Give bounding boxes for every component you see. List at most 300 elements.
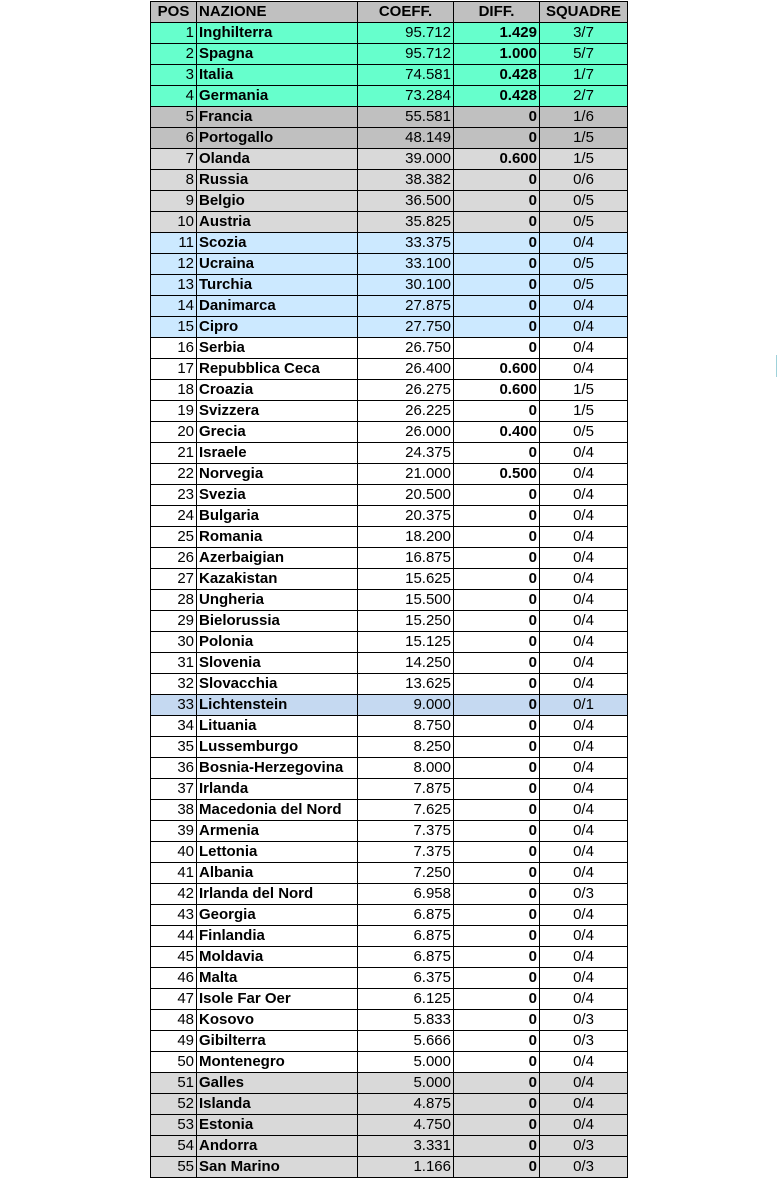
cell-coeff: 7.625	[358, 800, 454, 821]
cell-coeff: 26.225	[358, 401, 454, 422]
cell-coeff: 26.750	[358, 338, 454, 359]
cell-nazione: Bosnia-Herzegovina	[197, 758, 358, 779]
cell-pos: 38	[151, 800, 197, 821]
table-row	[151, 296, 628, 317]
cell-pos: 7	[151, 149, 197, 170]
cell-nazione: Montenegro	[197, 1052, 358, 1073]
cell-squadre: 1/5	[540, 401, 628, 422]
cell-nazione: Albania	[197, 863, 358, 884]
table-row	[151, 611, 628, 632]
cell-squadre: 0/4	[540, 842, 628, 863]
cell-squadre: 0/4	[540, 821, 628, 842]
cell-diff: 0	[454, 695, 540, 716]
header-nazione: NAZIONE	[197, 2, 358, 23]
cell-squadre: 2/7	[540, 86, 628, 107]
cell-coeff: 13.625	[358, 674, 454, 695]
table-row	[151, 443, 628, 464]
cell-nazione: Portogallo	[197, 128, 358, 149]
cell-diff: 0	[454, 212, 540, 233]
cell-nazione: Russia	[197, 170, 358, 191]
cell-pos: 3	[151, 65, 197, 86]
cell-pos: 32	[151, 674, 197, 695]
cell-coeff: 15.125	[358, 632, 454, 653]
table-row	[151, 422, 628, 443]
cell-coeff: 26.275	[358, 380, 454, 401]
cell-squadre: 5/7	[540, 44, 628, 65]
cell-nazione: Belgio	[197, 191, 358, 212]
cell-coeff: 9.000	[358, 695, 454, 716]
table-row	[151, 800, 628, 821]
cell-nazione: Lettonia	[197, 842, 358, 863]
cell-diff: 0.600	[454, 380, 540, 401]
cell-diff: 0	[454, 401, 540, 422]
table-row	[151, 212, 628, 233]
cell-coeff: 6.875	[358, 905, 454, 926]
cell-diff: 0.400	[454, 422, 540, 443]
cell-coeff: 5.666	[358, 1031, 454, 1052]
cell-squadre: 1/7	[540, 65, 628, 86]
cell-pos: 5	[151, 107, 197, 128]
cell-diff: 0	[454, 170, 540, 191]
cell-pos: 9	[151, 191, 197, 212]
cell-diff: 0	[454, 716, 540, 737]
cell-pos: 24	[151, 506, 197, 527]
cell-squadre: 0/3	[540, 1157, 628, 1178]
cell-squadre: 0/4	[540, 716, 628, 737]
cell-coeff: 7.375	[358, 842, 454, 863]
cell-diff: 0	[454, 233, 540, 254]
cell-nazione: Austria	[197, 212, 358, 233]
ranking-table	[150, 1, 628, 1178]
cell-nazione: Israele	[197, 443, 358, 464]
cell-squadre: 0/5	[540, 422, 628, 443]
table-row	[151, 464, 628, 485]
cell-diff: 1.429	[454, 23, 540, 44]
cell-diff: 0	[454, 611, 540, 632]
table-row	[151, 65, 628, 86]
cell-coeff: 26.400	[358, 359, 454, 380]
table-row	[151, 506, 628, 527]
cell-pos: 26	[151, 548, 197, 569]
table-row	[151, 758, 628, 779]
cell-nazione: Germania	[197, 86, 358, 107]
cell-pos: 17	[151, 359, 197, 380]
cell-coeff: 15.500	[358, 590, 454, 611]
cell-squadre: 0/4	[540, 632, 628, 653]
cell-diff: 0	[454, 905, 540, 926]
cell-squadre: 0/5	[540, 212, 628, 233]
cell-nazione: Inghilterra	[197, 23, 358, 44]
cell-pos: 6	[151, 128, 197, 149]
cell-diff: 0	[454, 296, 540, 317]
cell-squadre: 1/6	[540, 107, 628, 128]
cell-pos: 39	[151, 821, 197, 842]
cell-squadre: 0/3	[540, 1031, 628, 1052]
table-row	[151, 737, 628, 758]
cell-coeff: 6.125	[358, 989, 454, 1010]
cell-squadre: 0/4	[540, 485, 628, 506]
cell-nazione: Romania	[197, 527, 358, 548]
cell-diff: 0	[454, 632, 540, 653]
cell-pos: 47	[151, 989, 197, 1010]
cell-diff: 0	[454, 317, 540, 338]
table-row	[151, 548, 628, 569]
cell-nazione: Turchia	[197, 275, 358, 296]
cell-diff: 0	[454, 1010, 540, 1031]
cell-diff: 0	[454, 1115, 540, 1136]
cell-diff: 0	[454, 884, 540, 905]
cell-squadre: 0/4	[540, 527, 628, 548]
cell-coeff: 33.100	[358, 254, 454, 275]
cell-squadre: 0/4	[540, 338, 628, 359]
cell-coeff: 5.000	[358, 1052, 454, 1073]
header-pos: POS	[151, 2, 197, 23]
cell-pos: 35	[151, 737, 197, 758]
cell-diff: 0	[454, 821, 540, 842]
table-row	[151, 905, 628, 926]
cell-pos: 4	[151, 86, 197, 107]
cell-diff: 0	[454, 1157, 540, 1178]
table-body	[151, 23, 628, 1178]
cell-nazione: Svezia	[197, 485, 358, 506]
cell-coeff: 36.500	[358, 191, 454, 212]
cell-coeff: 27.875	[358, 296, 454, 317]
table-row	[151, 1115, 628, 1136]
cell-coeff: 14.250	[358, 653, 454, 674]
cell-coeff: 5.000	[358, 1073, 454, 1094]
cell-squadre: 0/3	[540, 1010, 628, 1031]
cell-pos: 51	[151, 1073, 197, 1094]
cell-diff: 0	[454, 1052, 540, 1073]
cell-nazione: Kosovo	[197, 1010, 358, 1031]
cell-pos: 30	[151, 632, 197, 653]
table-row	[151, 1073, 628, 1094]
cell-squadre: 1/5	[540, 380, 628, 401]
cell-squadre: 0/5	[540, 191, 628, 212]
cell-coeff: 15.250	[358, 611, 454, 632]
cell-pos: 19	[151, 401, 197, 422]
table-row	[151, 968, 628, 989]
table-row	[151, 317, 628, 338]
cell-diff: 0	[454, 548, 540, 569]
cell-pos: 48	[151, 1010, 197, 1031]
cell-diff: 0	[454, 590, 540, 611]
cell-diff: 0	[454, 989, 540, 1010]
cell-squadre: 0/4	[540, 653, 628, 674]
table-row	[151, 233, 628, 254]
cell-diff: 0	[454, 842, 540, 863]
cell-nazione: Azerbaigian	[197, 548, 358, 569]
table-row	[151, 1136, 628, 1157]
table-row	[151, 149, 628, 170]
cell-pos: 14	[151, 296, 197, 317]
cell-squadre: 0/5	[540, 275, 628, 296]
cell-nazione: Lituania	[197, 716, 358, 737]
table-row	[151, 128, 628, 149]
cell-nazione: Islanda	[197, 1094, 358, 1115]
cell-pos: 37	[151, 779, 197, 800]
table-row	[151, 695, 628, 716]
cell-squadre: 0/1	[540, 695, 628, 716]
table-row	[151, 1157, 628, 1178]
table-row	[151, 1010, 628, 1031]
cell-coeff: 7.375	[358, 821, 454, 842]
cell-pos: 15	[151, 317, 197, 338]
cell-diff: 0.428	[454, 86, 540, 107]
cell-pos: 31	[151, 653, 197, 674]
cell-nazione: Kazakistan	[197, 569, 358, 590]
cell-diff: 0	[454, 569, 540, 590]
cell-coeff: 95.712	[358, 23, 454, 44]
cell-coeff: 6.958	[358, 884, 454, 905]
cell-diff: 0	[454, 779, 540, 800]
cell-nazione: San Marino	[197, 1157, 358, 1178]
cell-coeff: 4.750	[358, 1115, 454, 1136]
cell-nazione: Repubblica Ceca	[197, 359, 358, 380]
cell-squadre: 0/4	[540, 1115, 628, 1136]
cell-diff: 0	[454, 485, 540, 506]
table-row	[151, 338, 628, 359]
cell-pos: 49	[151, 1031, 197, 1052]
table-row	[151, 926, 628, 947]
cell-nazione: Ungheria	[197, 590, 358, 611]
cell-coeff: 27.750	[358, 317, 454, 338]
cell-diff: 0	[454, 653, 540, 674]
table-row	[151, 674, 628, 695]
cell-pos: 10	[151, 212, 197, 233]
cell-nazione: Irlanda	[197, 779, 358, 800]
table-row	[151, 359, 628, 380]
cell-nazione: Olanda	[197, 149, 358, 170]
cell-squadre: 0/4	[540, 233, 628, 254]
cell-squadre: 1/5	[540, 149, 628, 170]
cell-nazione: Armenia	[197, 821, 358, 842]
table-row	[151, 254, 628, 275]
cell-squadre: 0/4	[540, 464, 628, 485]
cell-nazione: Lussemburgo	[197, 737, 358, 758]
cell-nazione: Grecia	[197, 422, 358, 443]
table-row	[151, 485, 628, 506]
table-row	[151, 779, 628, 800]
cell-squadre: 0/3	[540, 884, 628, 905]
cell-squadre: 0/4	[540, 947, 628, 968]
cell-nazione: Bielorussia	[197, 611, 358, 632]
cell-pos: 40	[151, 842, 197, 863]
cell-nazione: Norvegia	[197, 464, 358, 485]
cell-diff: 0	[454, 674, 540, 695]
cell-nazione: Danimarca	[197, 296, 358, 317]
cell-nazione: Italia	[197, 65, 358, 86]
cell-pos: 20	[151, 422, 197, 443]
cell-nazione: Slovacchia	[197, 674, 358, 695]
cell-nazione: Finlandia	[197, 926, 358, 947]
cell-nazione: Georgia	[197, 905, 358, 926]
cell-nazione: Gibilterra	[197, 1031, 358, 1052]
cell-coeff: 4.875	[358, 1094, 454, 1115]
cell-squadre: 0/4	[540, 905, 628, 926]
cell-squadre: 0/4	[540, 1073, 628, 1094]
cell-squadre: 0/4	[540, 1052, 628, 1073]
cell-nazione: Malta	[197, 968, 358, 989]
cell-coeff: 38.382	[358, 170, 454, 191]
cell-squadre: 0/4	[540, 611, 628, 632]
cell-nazione: Bulgaria	[197, 506, 358, 527]
cell-coeff: 33.375	[358, 233, 454, 254]
cell-coeff: 16.875	[358, 548, 454, 569]
header-squadre: SQUADRE	[540, 2, 628, 23]
cell-pos: 44	[151, 926, 197, 947]
cell-nazione: Spagna	[197, 44, 358, 65]
cell-pos: 42	[151, 884, 197, 905]
cell-nazione: Scozia	[197, 233, 358, 254]
cell-squadre: 3/7	[540, 23, 628, 44]
cell-squadre: 0/4	[540, 737, 628, 758]
cell-squadre: 0/4	[540, 968, 628, 989]
cell-diff: 0	[454, 107, 540, 128]
table-row	[151, 569, 628, 590]
cell-pos: 27	[151, 569, 197, 590]
table-row	[151, 380, 628, 401]
cell-squadre: 0/4	[540, 863, 628, 884]
table-row	[151, 947, 628, 968]
cell-diff: 0.428	[454, 65, 540, 86]
table-row	[151, 653, 628, 674]
cell-nazione: Macedonia del Nord	[197, 800, 358, 821]
cell-pos: 16	[151, 338, 197, 359]
cell-nazione: Andorra	[197, 1136, 358, 1157]
cell-squadre: 0/4	[540, 359, 628, 380]
cell-coeff: 55.581	[358, 107, 454, 128]
cell-nazione: Polonia	[197, 632, 358, 653]
cell-pos: 36	[151, 758, 197, 779]
cell-pos: 2	[151, 44, 197, 65]
cell-diff: 0	[454, 191, 540, 212]
cell-squadre: 0/4	[540, 758, 628, 779]
cell-diff: 0	[454, 1094, 540, 1115]
cell-diff: 0	[454, 254, 540, 275]
cell-coeff: 48.149	[358, 128, 454, 149]
cell-nazione: Isole Far Oer	[197, 989, 358, 1010]
cell-coeff: 73.284	[358, 86, 454, 107]
header-diff: DIFF.	[454, 2, 540, 23]
cell-pos: 18	[151, 380, 197, 401]
cell-diff: 0	[454, 737, 540, 758]
cell-squadre: 0/4	[540, 317, 628, 338]
cell-squadre: 1/5	[540, 128, 628, 149]
cell-pos: 34	[151, 716, 197, 737]
cell-diff: 0.600	[454, 359, 540, 380]
cell-diff: 0	[454, 968, 540, 989]
cell-coeff: 30.100	[358, 275, 454, 296]
table-row	[151, 275, 628, 296]
cell-nazione: Lichtenstein	[197, 695, 358, 716]
cell-nazione: Croazia	[197, 380, 358, 401]
table-row	[151, 527, 628, 548]
cell-pos: 13	[151, 275, 197, 296]
table-row	[151, 86, 628, 107]
cell-nazione: Moldavia	[197, 947, 358, 968]
cell-pos: 21	[151, 443, 197, 464]
cell-squadre: 0/4	[540, 674, 628, 695]
cell-diff: 0	[454, 1136, 540, 1157]
cell-coeff: 8.750	[358, 716, 454, 737]
cell-coeff: 5.833	[358, 1010, 454, 1031]
cell-coeff: 15.625	[358, 569, 454, 590]
cell-squadre: 0/4	[540, 779, 628, 800]
cell-squadre: 0/5	[540, 254, 628, 275]
cell-squadre: 0/3	[540, 1136, 628, 1157]
header-coeff: COEFF.	[358, 2, 454, 23]
cell-pos: 52	[151, 1094, 197, 1115]
cell-coeff: 7.250	[358, 863, 454, 884]
table-row	[151, 44, 628, 65]
cell-coeff: 20.375	[358, 506, 454, 527]
cell-diff: 0	[454, 1073, 540, 1094]
cell-coeff: 20.500	[358, 485, 454, 506]
cell-nazione: Ucraina	[197, 254, 358, 275]
cell-pos: 43	[151, 905, 197, 926]
cell-diff: 0	[454, 926, 540, 947]
cell-squadre: 0/4	[540, 506, 628, 527]
cell-pos: 29	[151, 611, 197, 632]
cell-coeff: 26.000	[358, 422, 454, 443]
cell-nazione: Cipro	[197, 317, 358, 338]
table-row	[151, 170, 628, 191]
cell-coeff: 8.250	[358, 737, 454, 758]
cell-coeff: 39.000	[358, 149, 454, 170]
cell-pos: 11	[151, 233, 197, 254]
cell-squadre: 0/4	[540, 989, 628, 1010]
table-row	[151, 989, 628, 1010]
table-row	[151, 842, 628, 863]
cell-squadre: 0/4	[540, 590, 628, 611]
table-row	[151, 863, 628, 884]
table-row	[151, 632, 628, 653]
table-row	[151, 716, 628, 737]
cell-coeff: 8.000	[358, 758, 454, 779]
cell-coeff: 21.000	[358, 464, 454, 485]
cell-coeff: 1.166	[358, 1157, 454, 1178]
table-row	[151, 884, 628, 905]
cell-diff: 0	[454, 506, 540, 527]
cell-diff: 0	[454, 1031, 540, 1052]
table-row	[151, 191, 628, 212]
cell-coeff: 6.875	[358, 947, 454, 968]
cell-pos: 53	[151, 1115, 197, 1136]
cell-pos: 22	[151, 464, 197, 485]
cell-pos: 23	[151, 485, 197, 506]
cell-pos: 46	[151, 968, 197, 989]
cell-diff: 0	[454, 275, 540, 296]
cell-pos: 33	[151, 695, 197, 716]
cell-coeff: 6.375	[358, 968, 454, 989]
cell-diff: 0	[454, 527, 540, 548]
cell-coeff: 24.375	[358, 443, 454, 464]
cell-pos: 55	[151, 1157, 197, 1178]
table-row	[151, 821, 628, 842]
cell-squadre: 0/4	[540, 548, 628, 569]
cell-diff: 0	[454, 338, 540, 359]
table-header	[151, 2, 628, 23]
cell-diff: 0	[454, 443, 540, 464]
cell-coeff: 7.875	[358, 779, 454, 800]
cell-pos: 45	[151, 947, 197, 968]
cell-diff: 0.500	[454, 464, 540, 485]
cell-squadre: 0/4	[540, 800, 628, 821]
cell-squadre: 0/4	[540, 443, 628, 464]
cell-pos: 54	[151, 1136, 197, 1157]
cell-pos: 1	[151, 23, 197, 44]
